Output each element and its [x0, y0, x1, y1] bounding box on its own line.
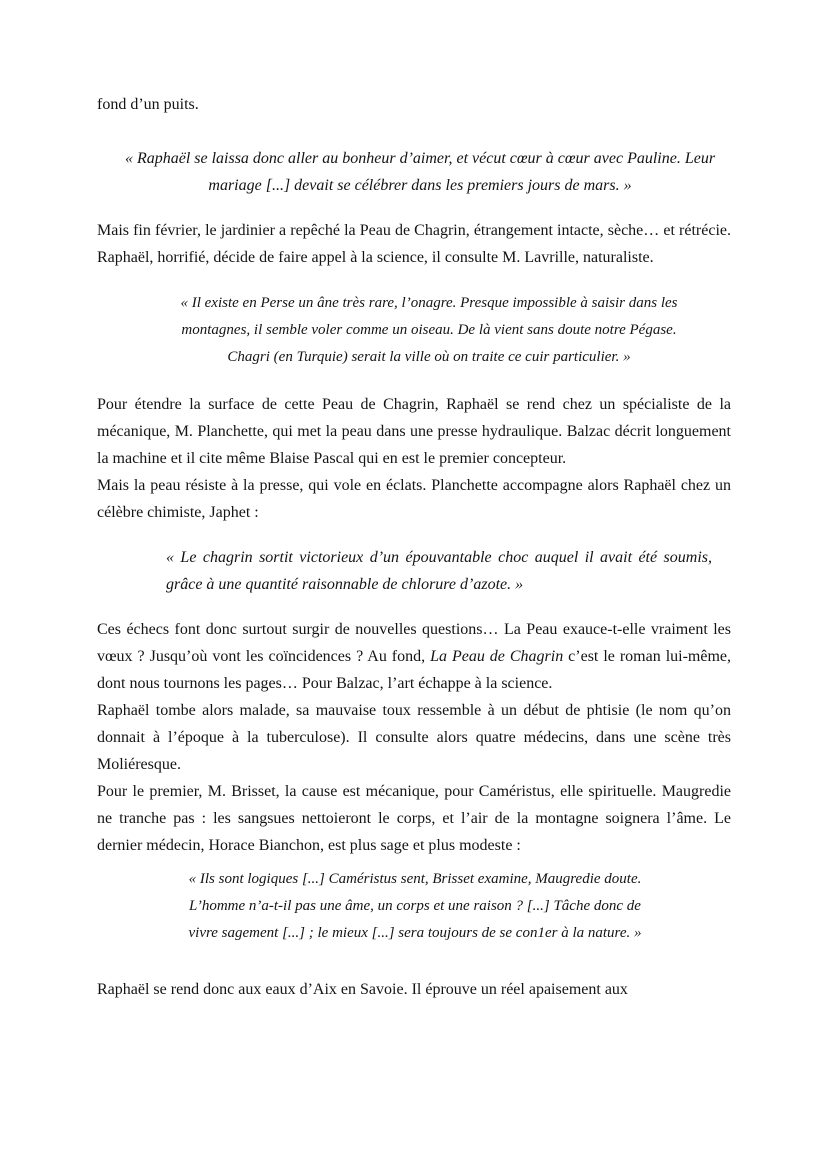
text-run: Mais fin février, le jardinier a repêché la Peau de Chagrin, étrangement intacte, sèche… et rétrécie. Raphaël, horrifié, décide de faire appel à la science, il consulte M. Lavrille, naturaliste.	[97, 222, 731, 266]
body-paragraph	[97, 217, 731, 271]
quote-block	[166, 544, 712, 598]
emphasized-text-run: « Raphaël se laissa donc aller au bonheur d’aimer, et vécut cœur à cœur avec Pauline. Leur mariage [...] devait se célébrer dans les premiers jours de mars. »	[124, 150, 716, 194]
quote-block	[173, 866, 657, 947]
text-run: Raphaël tombe alors malade, sa mauvaise toux ressemble à un début de phtisie (le nom qu’on donnait à l’époque à la tuberculose). Il consulte alors quatre médecins, dans une scène très Moliéresque.	[97, 702, 731, 773]
body-paragraph	[97, 391, 731, 472]
emphasized-text-run: « Ils sont logiques [...] Caméristus sent, Brisset examine, Maugredie doute. L’homme n’a-t-il pas une âme, un corps et une raison ? [...] Tâche donc de vivre sagement [...] ; le mieux [...] sera toujours de se con1er à la nature. »	[188, 871, 642, 941]
body-paragraph	[97, 472, 731, 526]
text-run: Ces échecs font donc surtout surgir de nouvelles questions… La Peau exauce-t-elle vraiment les vœux ? Jusqu’où vont les coïncidences ? Au fond,	[97, 621, 731, 665]
text-run: Pour le premier, M. Brisset, la cause est mécanique, pour Caméristus, elle spirituelle. Maugredie ne tranche pas : les sangsues nettoieront le corps, et l’air de la montagne soignera l’âme. Le dernier médecin, Horace Bianchon, est plus sage et plus modeste :	[97, 783, 731, 854]
emphasized-text-run: « Le chagrin sortit victorieux d’un épouvantable choc auquel il avait été soumis, grâce à une quantité raisonnable de chlorure d’azote. »	[166, 549, 712, 593]
text-run: c’est le roman lui-même, dont nous tournons les pages… Pour Balzac, l’art échappe à la science.	[97, 648, 732, 692]
body-paragraph	[97, 616, 731, 697]
body-paragraph	[97, 778, 731, 859]
text-run: fond d’un puits.	[97, 96, 199, 113]
quote-block	[169, 290, 689, 371]
text-run: Pour étendre la surface de cette Peau de Chagrin, Raphaël se rend chez un spécialiste de la mécanique, M. Planchette, qui met la peau dans une presse hydraulique. Balzac décrit longuement la machine et il cite même Blaise Pascal qui en est le premier concepteur.	[97, 396, 731, 467]
text-run: Raphaël se rend donc aux eaux d’Aix en Savoie. Il éprouve un réel apaisement aux	[97, 981, 628, 998]
body-paragraph	[97, 697, 731, 778]
body-paragraph	[97, 976, 731, 1003]
text-run: Mais la peau résiste à la presse, qui vole en éclats. Planchette accompagne alors Raphaël chez un célèbre chimiste, Japhet :	[97, 477, 731, 521]
emphasized-text-run: La Peau de Chagrin	[430, 648, 564, 665]
quote-block	[109, 145, 731, 199]
emphasized-text-run: « Il existe en Perse un âne très rare, l’onagre. Presque impossible à saisir dans les montagnes, il semble voler comme un oiseau. De là vient sans doute notre Pégase. Chagri (en Turquie) serait la ville où on traite ce cuir particulier. »	[180, 295, 678, 365]
body-paragraph	[97, 91, 731, 118]
